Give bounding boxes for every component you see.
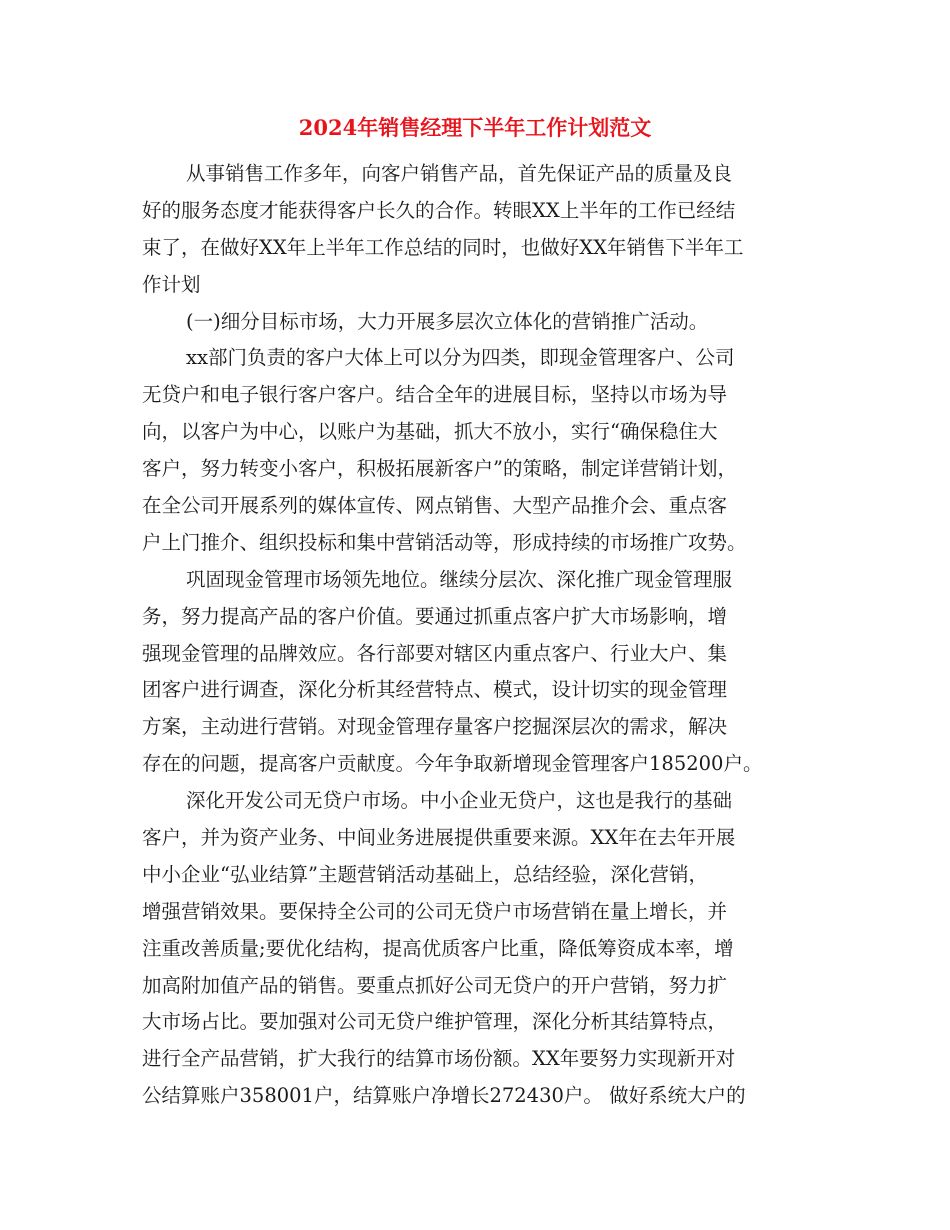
text-line: 公结算账户358001户，结算账户净增长272430户。 做好系统大户的	[142, 1084, 746, 1108]
text-line: 务，努力提高产品的客户价值。要通过抓重点客户扩大市场影响，增	[142, 604, 728, 628]
text-line: 进行全产品营销，扩大我行的结算市场份额。XX年要努力实现新开对	[142, 1047, 736, 1071]
text-line: xx部门负责的客户大体上可以分为四类，即现金管理客户、公司	[186, 346, 735, 370]
text-line: 好的服务态度才能获得客户长久的合作。转眼XX上半年的工作已经结	[142, 198, 736, 222]
text-line: 团客户进行调查，深化分析其经营特点、模式，设计切实的现金管理	[142, 678, 728, 702]
text-line: 深化开发公司无贷户市场。中小企业无贷户，这也是我行的基础	[186, 789, 733, 813]
text-line: 方案，主动进行营销。对现金管理存量客户挖掘深层次的需求，解决	[142, 715, 728, 739]
text-line: 客户，努力转变小客户，积极拓展新客户”的策略，制定详营销计划，	[142, 457, 737, 481]
text-line: 巩固现金管理市场领先地位。继续分层次、深化推广现金管理服	[186, 567, 733, 591]
document-body	[142, 156, 802, 1115]
text-line: 增强营销效果。要保持全公司的公司无贷户市场营销在量上增长，并	[142, 899, 728, 923]
text-line: 在全公司开展系列的媒体宣传、网点销售、大型产品推介会、重点客	[142, 494, 728, 518]
text-line: 加高附加值产品的销售。要重点抓好公司无贷户的开户营销，努力扩	[142, 973, 728, 997]
text-line: 从事销售工作多年，向客户销售产品，首先保证产品的质量及良	[186, 162, 733, 185]
text-line: 向，以客户为中心，以账户为基础，抓大不放小，实行“确保稳住大	[142, 420, 718, 444]
text-line: 客户，并为资产业务、中间业务进展提供重要来源。XX年在去年开展	[142, 826, 736, 850]
text-line: 无贷户和电子银行客户客户。结合全年的进展目标，坚持以市场为导	[142, 383, 728, 407]
text-line: 大市场占比。要加强对公司无贷户维护管理，深化分析其结算特点，	[142, 1010, 728, 1034]
text-line: 户上门推介、组织投标和集中营销活动等，形成持续的市场推广攻势。	[142, 530, 747, 554]
text-line: 作计划	[142, 272, 201, 296]
text-line: 存在的问题，提高客户贡献度。今年争取新增现金管理客户185200户。	[142, 752, 763, 776]
text-line: 注重改善质量;要优化结构，提高优质客户比重，降低筹资成本率，增	[142, 936, 734, 960]
text-line: 强现金管理的品牌效应。各行部要对辖区内重点客户、行业大户、集	[142, 641, 728, 665]
text-line: (一)细分目标市场，大力开展多层次立体化的营销推广活动。	[186, 309, 709, 333]
document-title: 2024年销售经理下半年工作计划范文	[298, 115, 652, 140]
text-line: 束了，在做好XX年上半年工作总结的同时，也做好XX年销售下半年工	[142, 235, 744, 259]
text-line: 中小企业“弘业结算”主题营销活动基础上，总结经验，深化营销，	[142, 862, 708, 886]
